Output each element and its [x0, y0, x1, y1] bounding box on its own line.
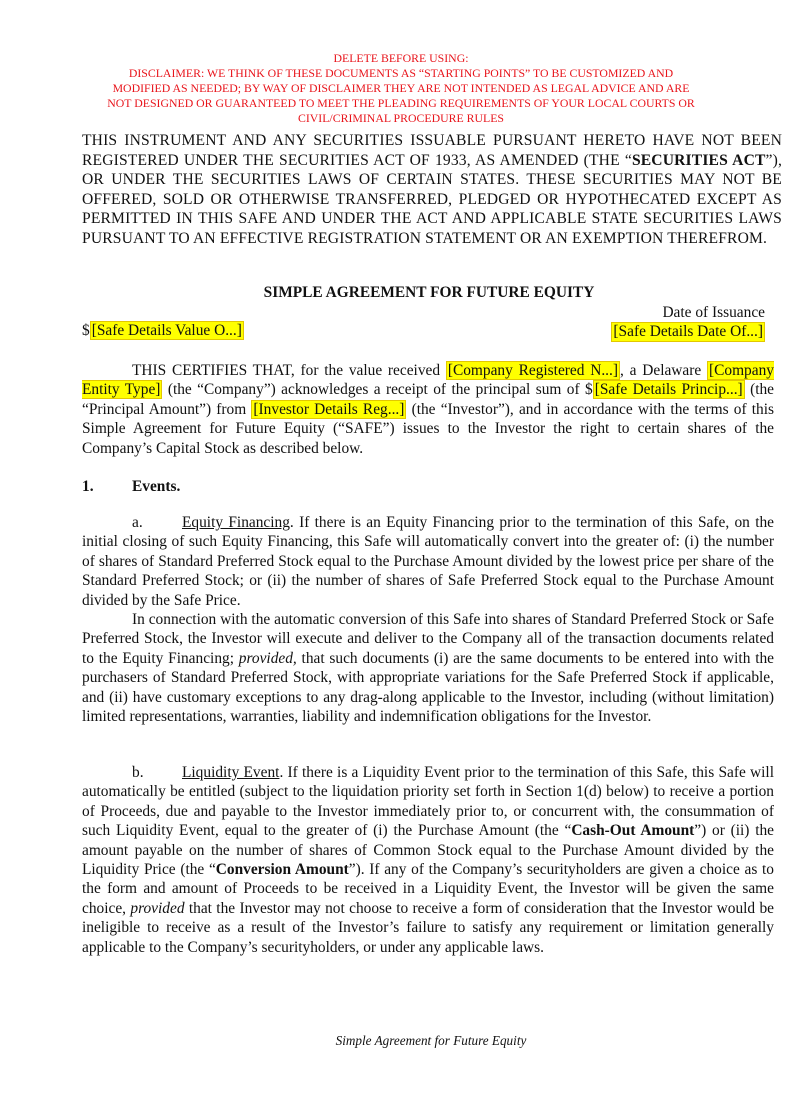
disclaimer-line: DELETE BEFORE USING:: [333, 51, 469, 65]
disclaimer-line: MODIFIED AS NEEDED; BY WAY OF DISCLAIMER THEY ARE NOT INTENDED AS LEGAL ADVICE AND ARE: [112, 81, 690, 95]
paragraph-title: Equity Financing: [182, 514, 290, 531]
paragraph-text: . If there is a Liquidity Event prior to the termination of this Safe, this Safe will automatically be entitled (subject to the liquidation priority set forth in Section 1(d) below) to receive a portion of Proceeds, due and payable to the Investor immediately prior to, or concurrent with, the consummation of such Liquidity Event, equal to the greater of (i) the Purchase Amount (the “: [82, 764, 774, 840]
certification-paragraph: [82, 361, 774, 458]
disclaimer-line: DISCLAIMER: WE THINK OF THESE DOCUMENTS AS “STARTING POINTS” TO BE CUSTOMIZED AND: [128, 66, 674, 80]
defined-term: Conversion Amount: [215, 861, 349, 879]
certify-text: (the “Company”) acknowledges a receipt of the principal sum of $: [162, 381, 593, 399]
legend-text: THIS INSTRUMENT AND ANY SECURITIES ISSUABLE PURSUANT HERETO HAVE NOT BEEN REGISTERED UNDER THE SECURITIES ACT OF 1933, AS AMENDED (THE “: [82, 132, 782, 169]
paragraph-liquidity-event: [82, 763, 774, 957]
section-number: 1.: [82, 478, 94, 495]
defined-term: Cash-Out Amount: [571, 822, 695, 840]
legend-text: ”), OR UNDER THE SECURITIES LAWS OF CERTAIN STATES. THESE SECURITIES MAY NOT BE OFFERED, SOLD OR OTHERWISE TRANSFERRED, PLEDGED OR HYPOTHECATED EXCEPT AS PERMITTED IN THIS SAFE AND UNDER THE ACT AND APPLICABLE STATE SECURITIES LAWS PURSUANT TO AN EFFECTIVE REGISTRATION STATEMENT OR AN EXEMPTION THEREFROM.: [82, 151, 782, 247]
paragraph-text: ”). If any of the Company’s securityholders are given a choice as to the form and amount of Proceeds to be received in a Liquidity Event, the Investor will be given the same choice,: [82, 861, 774, 917]
disclaimer-line: CIVIL/CRIMINAL PROCEDURE RULES: [297, 111, 504, 125]
company-name-field[interactable]: [Company Registered N...]: [447, 362, 618, 379]
amount-date-row: [82, 322, 765, 342]
investor-field[interactable]: [Investor Details Reg...]: [253, 400, 405, 418]
safe-date-field[interactable]: [Safe Details Date Of...]: [613, 323, 763, 340]
page-footer: Simple Agreement for Future Equity: [335, 1033, 527, 1048]
disclaimer-line: NOT DESIGNED OR GUARANTEED TO MEET THE PLEADING REQUIREMENTS OF YOUR LOCAL COURTS OR: [107, 96, 695, 110]
section-title: Events.: [132, 478, 181, 495]
safe-value-field[interactable]: [Safe Details Value O...]: [91, 322, 242, 339]
certify-text: (the “Investor”), and in accordance with the terms of this Simple Agreement for Future Equity (“SAFE”) issues to the Investor the right to certain shares of the Company’s Capital Stock as described below.: [82, 400, 775, 457]
securities-legend: [82, 131, 782, 248]
paragraph-text: ”) or (ii) the amount payable on the number of shares of Common Stock equal to the Purchase Amount divided by the Liquidity Price (the “: [82, 822, 774, 879]
paragraph-letter: b.: [132, 764, 144, 781]
paragraph-text: that such documents (i) are the same documents to be entered into with the purchasers of Standard Preferred Stock, with appropriate variations for the Safe Preferred Stock if applicable, and (ii) have customary exceptions to any drag-along applicable to the Investor, including (without limitation) limited representations, warranties, liability and indemnification obligations for the Investor.: [82, 649, 774, 726]
paragraph-text: In connection with the automatic conversion of this Safe into shares of Standard Preferred Stock or Safe Preferred Stock, the Investor will execute and deliver to the Company all of the transaction documents related to the Equity Financing;: [82, 611, 774, 667]
principal-field[interactable]: [Safe Details Princip...]: [594, 381, 743, 399]
entity-type-field[interactable]: [Company Entity Type]: [82, 362, 774, 399]
paragraph-title: Liquidity Event: [182, 764, 280, 781]
paragraph-italic: provided: [130, 899, 185, 917]
document-title: SIMPLE AGREEMENT FOR FUTURE EQUITY: [263, 284, 595, 301]
legend-bold-term: SECURITIES ACT: [631, 151, 766, 169]
paragraph-text: . If there is an Equity Financing prior to the termination of this Safe, on the initial closing of such Equity Financing, this Safe will automatically convert into the greater of: (i) the number of shares of Standard Preferred Stock equal to the Purchase Amount divided by the lowest price per share of the Standard Preferred Stock; or (ii) the number of shares of Safe Preferred Stock equal to the Purchase Amount divided by the Safe Price.: [82, 514, 774, 609]
paragraph-letter: a.: [132, 514, 143, 531]
dollar-sign: $: [82, 322, 90, 339]
certify-text: , a Delaware: [620, 362, 707, 379]
disclaimer-block: [78, 51, 724, 126]
paragraph-italic: provided,: [238, 649, 297, 667]
section-heading-events: [82, 478, 180, 496]
date-of-issuance-label: Date of Issuance: [662, 304, 765, 321]
certify-text: (the “Principal Amount”) from: [82, 381, 775, 418]
safe-value-group: [82, 322, 244, 342]
paragraph-text: that the Investor may not choose to receive a form of consideration that the Investor would be ineligible to receive as a result of the Investor’s failure to satisfy any requirement or limitation generally applicable to the Company’s securityholders, or under any applicable laws.: [82, 899, 774, 956]
certify-text: THIS CERTIFIES THAT, for the value received: [132, 362, 446, 379]
paragraph-equity-financing: [82, 513, 774, 726]
